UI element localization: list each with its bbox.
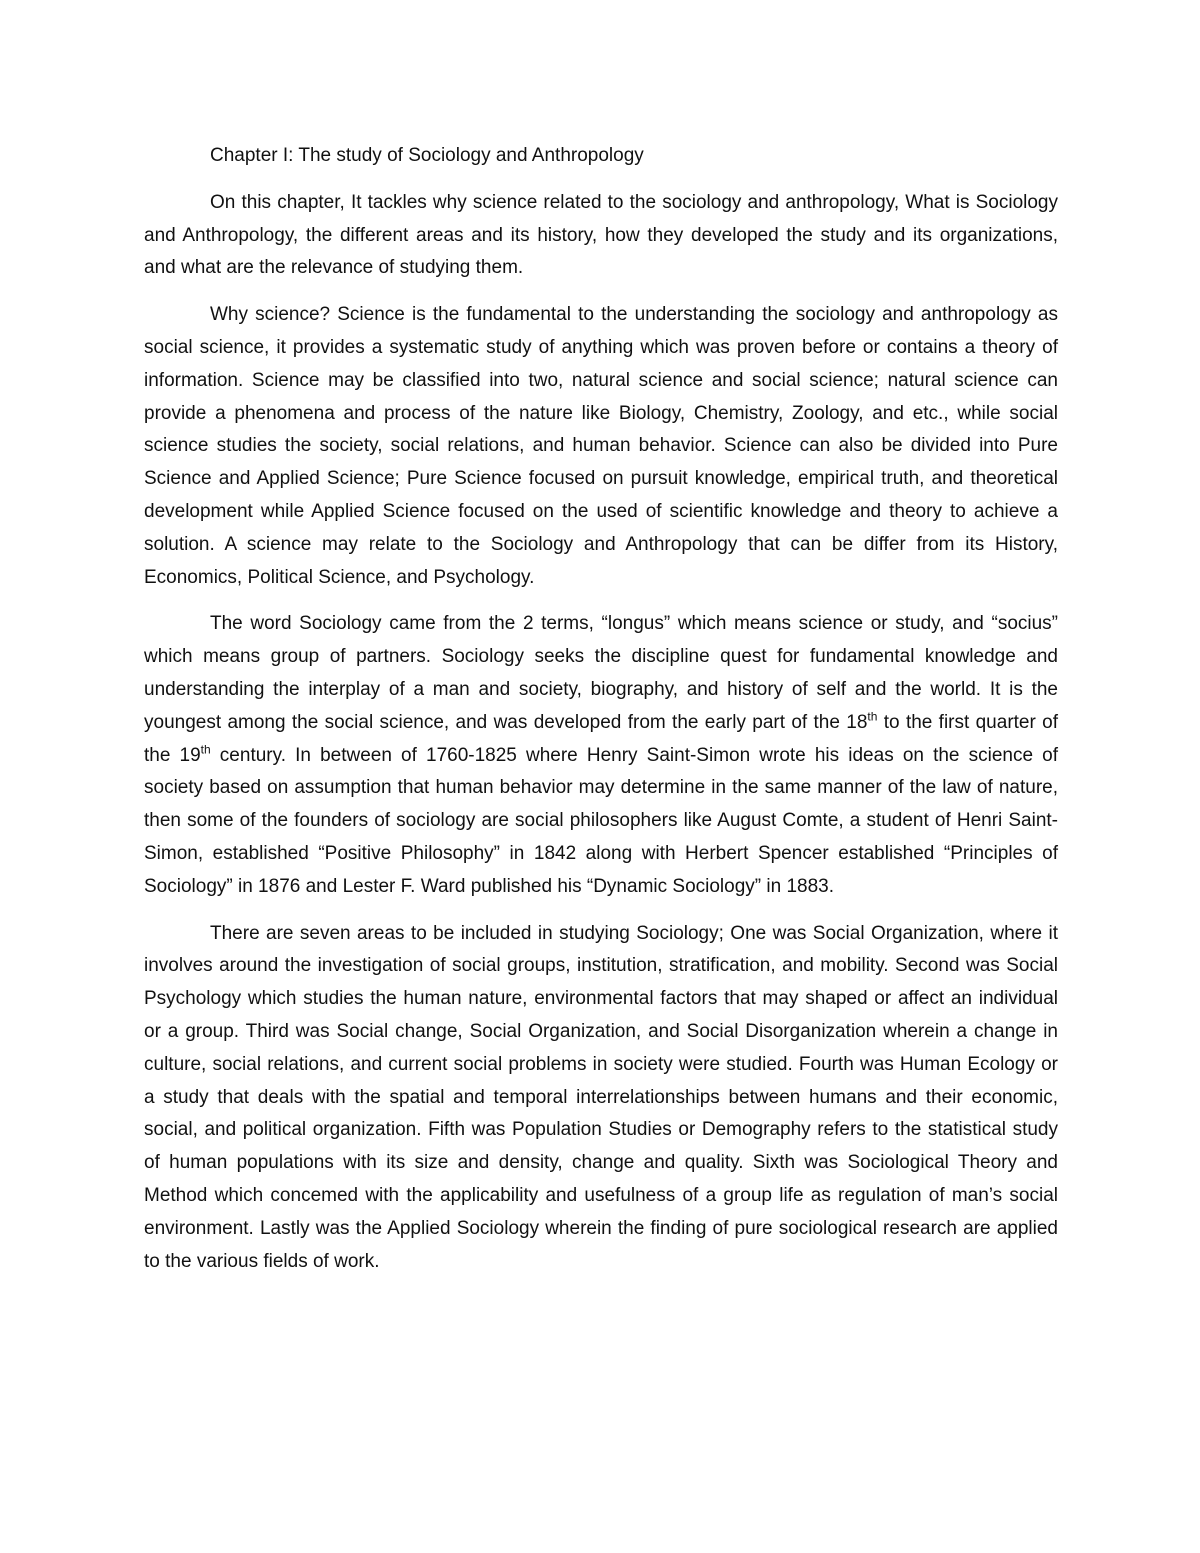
sociology-text-part2: to the first quarter of the 19 — [144, 711, 1058, 766]
chapter-title: Chapter I: The study of Sociology and Anthropology — [210, 145, 644, 166]
areas-paragraph: There are seven areas to be included in studying Sociology; One was Social Organization, where it involves around the investigation of social groups, institution, stratification, and mobility. Second was Social Psychology which studies the human nature, environmental factors that may shaped or affect an individual or a group. Third was Social change, Social Organization, and Social Disorganization wherein a change in culture, social relations, and current social problems in society were studied. Fourth was Human Ecology or a study that deals with the spatial and temporal interrelationships between humans and their economic, social, and political organization. Fifth was Population Studies or Demography refers to the statistical study of human populations with its size and density, change and quality. Sixth was Sociological Theory and Method which concemed with the applicability and usefulness of a group life as regulation of man’s social environment. Lastly was the Applied Sociology wherein the finding of pure sociological research are applied to the various fields of work. — [144, 922, 1058, 1272]
sociology-text-part1: The word Sociology came from the 2 terms, “longus” which means science or study, and “socius” which means group of partners. Sociology seeks the discipline quest for fundamental knowledge and understanding the interplay of a man and society, biography, and history of self and the world. It is the youngest among the social science, and was developed from the early part of the 18 — [144, 613, 1058, 733]
sociology-text-part3: century. In between of 1760-1825 where Henry Saint-Simon wrote his ideas on the science of society based on assumption that human behavior may determine in the same manner of the law of nature, then some of the founders of sociology are social philosophers like August Comte, a student of Henri Saint-Simon, established “Positive Philosophy” in 1842 along with Herbert Spencer established “Principles of Sociology” in 1876 and Lester F. Ward published his “Dynamic Sociology” in 1883. — [144, 744, 1058, 897]
document-body — [144, 140, 1058, 1292]
superscript-th-2: th — [200, 742, 211, 757]
science-paragraph: Why science? Science is the fundamental to the understanding the sociology and anthropology as social science, it provides a systematic study of anything which was proven before or contains a theory of information. Science may be classified into two, natural science and social science; natural science can provide a phenomena and process of the nature like Biology, Chemistry, Zoology, and etc., while social science studies the society, social relations, and human behavior. Science can also be divided into Pure Science and Applied Science; Pure Science focused on pursuit knowledge, empirical truth, and theoretical development while Applied Science focused on the used of scientific knowledge and theory to achieve a solution. A science may relate to the Sociology and Anthropology that can be differ from its History, Economics, Political Science, and Psychology. — [144, 304, 1058, 588]
superscript-th-1: th — [867, 709, 878, 724]
sociology-paragraph — [144, 608, 1058, 903]
intro-paragraph: On this chapter, It tackles why science related to the sociology and anthropology, What is Sociology and Anthropology, the different areas and its history, how they developed the study and its organizations, and what are the relevance of studying them. — [144, 191, 1058, 279]
